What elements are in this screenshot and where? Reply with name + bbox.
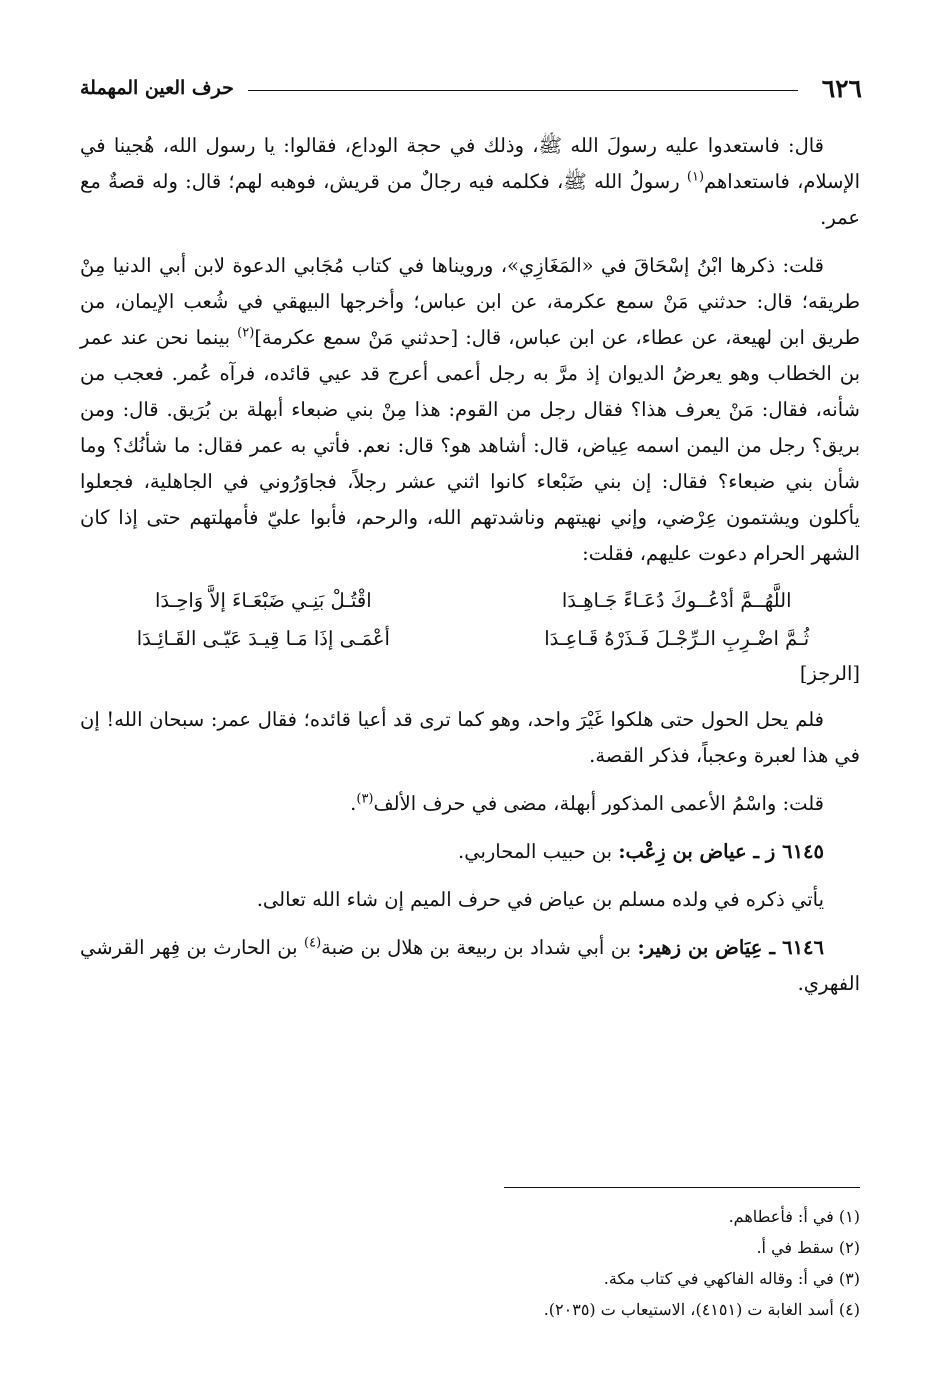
page-number: ٦٢٦ (821, 73, 862, 103)
main-text (80, 128, 860, 1002)
paragraph-2-rest: بينما نحن عند عمر بن الخطاب وهو يعرضُ الديوان إذ مرَّ به رجل أعمى أعرج قد عيي قائده، فرآه عُمر. فعجب من شأنه، فقال: مَنْ يعرف هذا؟ فقال رجل من القوم: هذا مِنْ بني ضبعاء أبهلة بن بُرَيق. قال: ومن بريق؟ رجل من اليمن اسمه عِياض، قال: أشاهد هو؟ قال: نعم. فأتي به عمر فقال: ما شأنُك؟ وما شأن بني ضبعاء؟ فقال: إن بني ضَبْعاء كانوا اثني عشر رجلاً، فجاوَرُوني في الجاهلية، فجعلوا يأكلون ويشتمون عِرْضي، وإني نهيتهم وناشدتهم الله، والرحم، فأبوا عليّ فأمهلتهم حتى إذا كان الشهر الحرام دعوت عليهم، فقلت: (80, 326, 860, 565)
paragraph-4-rest: . (350, 792, 357, 815)
verse-hemistich-left: أعْمَـى إذَا مَـا قِيـدَ عَيّـى القَـائِـدَا (136, 627, 390, 650)
footnote: (١) في أ: فأعطاهم. (728, 1207, 860, 1226)
paragraph-5: يأتي ذكره في ولده مسلم بن عياض في حرف الميم إن شاء الله تعالى. (256, 888, 824, 911)
paragraph-4 (80, 786, 860, 822)
verse-hemistich-left: اقْتُـلْ بَنِـي ضَبْعَـاءَ إلاَّ وَاحِـدَا (154, 589, 372, 612)
entry-heading: ٦١٤٦ ـ عِيَاض بن زهير: (637, 936, 825, 959)
paragraph-4-text: قلت: واسْمُ الأعمى المذكور أبهلة، مضى في حرف الألف (373, 792, 824, 815)
page-header (80, 68, 862, 108)
footnote: (٤) أسد الغابة ت (٤١٥١)، الاستيعاب ت (٢٠٣٥). (543, 1300, 860, 1319)
paragraph-1-text: قال: فاستعدوا عليه رسولَ الله ﷺ، وذلك في حجة الوداع، فقالوا: يا رسول الله، هُجينا في الإسلام، فاستعداهم (80, 134, 860, 193)
entry-6146 (80, 930, 860, 1002)
poem (80, 582, 860, 690)
verse-hemistich-right: اللَّهُــمَّ أدْعُــوكَ دُعَـاءً جَـاهِـدَا (561, 589, 792, 612)
entry-text: بن حبيب المحاربي. (458, 840, 619, 863)
header-rule (248, 90, 798, 91)
footnote-marker-2: (٢) (237, 325, 255, 341)
entry-text: بن أبي شداد بن ربيعة بن هلال بن ضبة (321, 936, 638, 959)
entry-text-rest: بن الحارث بن فِهر القرشي الفهري. (80, 936, 860, 995)
paragraph-1-rest: رسولُ الله ﷺ، فكلمه فيه رجالٌ من قريش، فوهبه لهم؛ قال: وله قصةٌ مع عمر. (80, 170, 860, 229)
footnote-marker-3: (٣) (356, 791, 374, 807)
paragraph-1 (80, 128, 860, 236)
footnotes (80, 1201, 860, 1325)
entry-heading: ٦١٤٥ ز ـ عياض بن زِعْب: (618, 840, 824, 863)
footnote: (٣) في أ: وقاله الفاكهي في كتاب مكة. (603, 1269, 860, 1288)
paragraph-2-text: قلت: ذكرها ابْنُ إسْحَاقَ في «المَغَازِي»، ورويناها في كتاب مُجَابي الدعوة لابن أبي الدنيا مِنْ طريقه؛ قال: حدثني مَنْ سمع عكرمة، عن ابن عباس؛ وأخرجها البيهقي في شُعب الإيمان، من طريق ابن لهيعة، عن عطاء، عن ابن عباس، قال: [حدثني مَنْ سمع عكرمة] (80, 254, 860, 349)
paragraph-2 (80, 248, 860, 572)
footnote: (٢) سقط في أ. (756, 1238, 860, 1257)
running-title: حرف العين المهملة (80, 77, 234, 99)
poetic-meter: [الرجز] (799, 662, 860, 685)
entry-6145 (80, 834, 860, 870)
footnote-marker-1: (١) (686, 169, 705, 185)
verse-hemistich-right: ثُـمَّ اضْـرِبِ الـرِّجْـلَ فَـذَرْهُ قَـاعِـدَا (544, 627, 810, 650)
footnote-separator (504, 1187, 860, 1188)
verse-line (80, 620, 860, 658)
paragraph-3: فلم يحل الحول حتى هلكوا غَيْرَ واحد، وهو كما ترى قد أعيا قائده؛ فقال عمر: سبحان الله! إن في هذا لعبرة وعجباً، فذكر القصة. (80, 708, 860, 767)
verse-line (80, 582, 860, 620)
footnote-marker-4: (٤) (304, 935, 322, 951)
